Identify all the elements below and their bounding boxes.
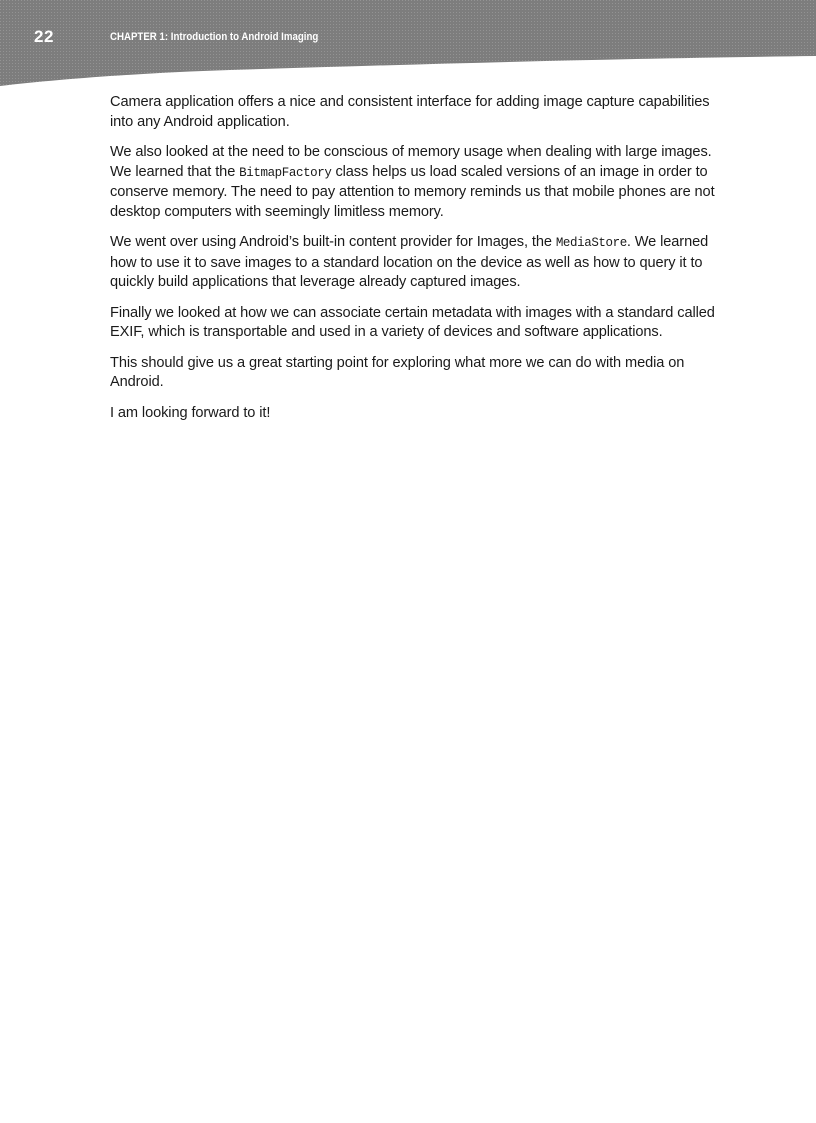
text-run: . We learned how to use it to save images to a standard location on the device as well as how to query it to quickly build applications that leverage already captured images. — [110, 234, 709, 290]
text-run: We also looked at the need to be conscious of memory usage when dealing with large images. We learned that the — [110, 144, 712, 180]
inline-code: BitmapFactory — [239, 165, 332, 180]
paragraph — [110, 233, 716, 293]
paragraph: Camera application offers a nice and consistent interface for adding image capture capabilities into any Android application. — [110, 94, 710, 130]
inline-code: MediaStore — [555, 236, 627, 250]
running-head: CHAPTER 1: Introduction to Android Imaging — [110, 31, 319, 43]
text-run: We went over using Android’s built-in content provider for Images, the — [110, 234, 556, 250]
page-number: 22 — [34, 27, 54, 46]
text-run: class helps us load scaled versions of an image in order to conserve memory. The need to pay attention to memory reminds us that mobile phones are not desktop computers with seemingly limitless memory. — [110, 163, 715, 220]
paragraph: I am looking forward to it! — [110, 404, 271, 421]
paragraph — [110, 143, 716, 222]
body-text — [110, 93, 716, 434]
header-band — [0, 0, 816, 92]
page-header — [0, 0, 816, 92]
paragraph: Finally we looked at how we can associate certain metadata with images with a standard called EXIF, which is transportable and used in a variety of devices and software applications. — [110, 304, 715, 340]
paragraph: This should give us a great starting point for exploring what more we can do with media on Android. — [110, 354, 685, 390]
